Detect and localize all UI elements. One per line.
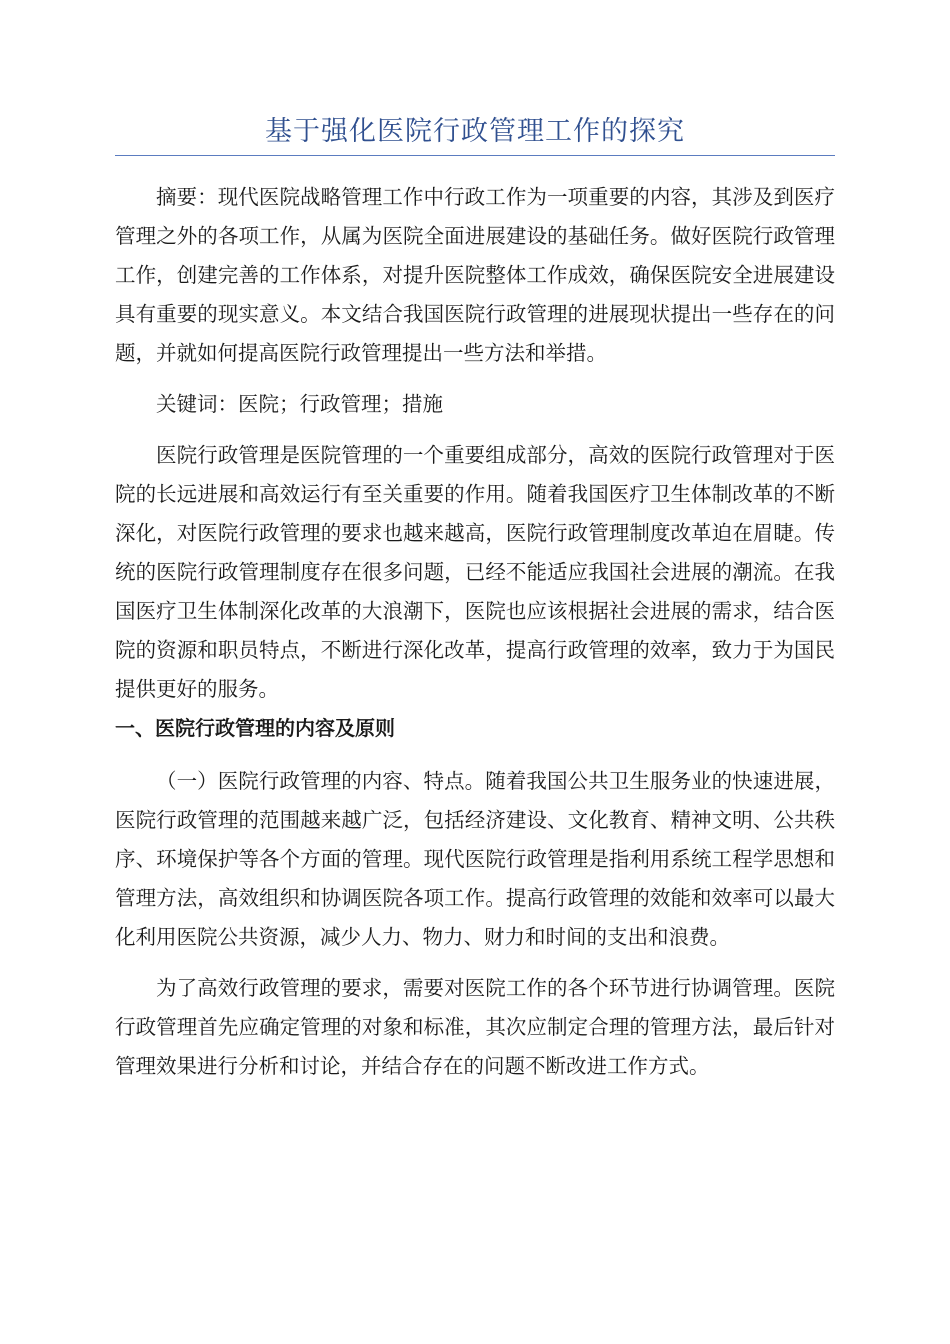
abstract-paragraph: 摘要：现代医院战略管理工作中行政工作为一项重要的内容，其涉及到医疗管理之外的各项工作，从属为医院全面进展建设的基础任务。做好医院行政管理工作，创建完善的工作体系，对提升医院整体工作成效，确保医院安全进展建设具有重要的现实意义。本文结合我国医院行政管理的进展现状提出一些存在的问题，并就如何提高医院行政管理提出一些方法和举措。 [115, 185, 835, 365]
subsection-paragraph: （一）医院行政管理的内容、特点。随着我国公共卫生服务业的快速进展，医院行政管理的范围越来越广泛，包括经济建设、文化教育、精神文明、公共秩序、环境保护等各个方面的管理。现代医院行政管理是指利用系统工程学思想和管理方法，高效组织和协调医院各项工作。提高行政管理的效能和效率可以最大化利用医院公共资源，减少人力、物力、财力和时间的支出和浪费。 [115, 769, 835, 949]
document-page [115, 112, 835, 1086]
section-heading: 一、医院行政管理的内容及原则 [115, 716, 395, 740]
intro-paragraph: 医院行政管理是医院管理的一个重要组成部分，高效的医院行政管理对于医院的长远进展和高效运行有至关重要的作用。随着我国医疗卫生体制改革的不断深化，对医院行政管理的要求也越来越高，医院行政管理制度改革迫在眉睫。传统的医院行政管理制度存在很多问题，已经不能适应我国社会进展的潮流。在我国医疗卫生体制深化改革的大浪潮下，医院也应该根据社会进展的需求，结合医院的资源和职员特点，不断进行深化改革，提高行政管理的效率，致力于为国民提供更好的服务。 [115, 443, 835, 701]
keywords-line: 关键词：医院；行政管理；措施 [156, 392, 443, 416]
document-body [115, 178, 835, 1086]
document-title: 基于强化医院行政管理工作的探究 [115, 112, 835, 156]
body-paragraph: 为了高效行政管理的要求，需要对医院工作的各个环节进行协调管理。医院行政管理首先应确定管理的对象和标准，其次应制定合理的管理方法，最后针对管理效果进行分析和讨论，并结合存在的问题不断改进工作方式。 [115, 976, 835, 1078]
